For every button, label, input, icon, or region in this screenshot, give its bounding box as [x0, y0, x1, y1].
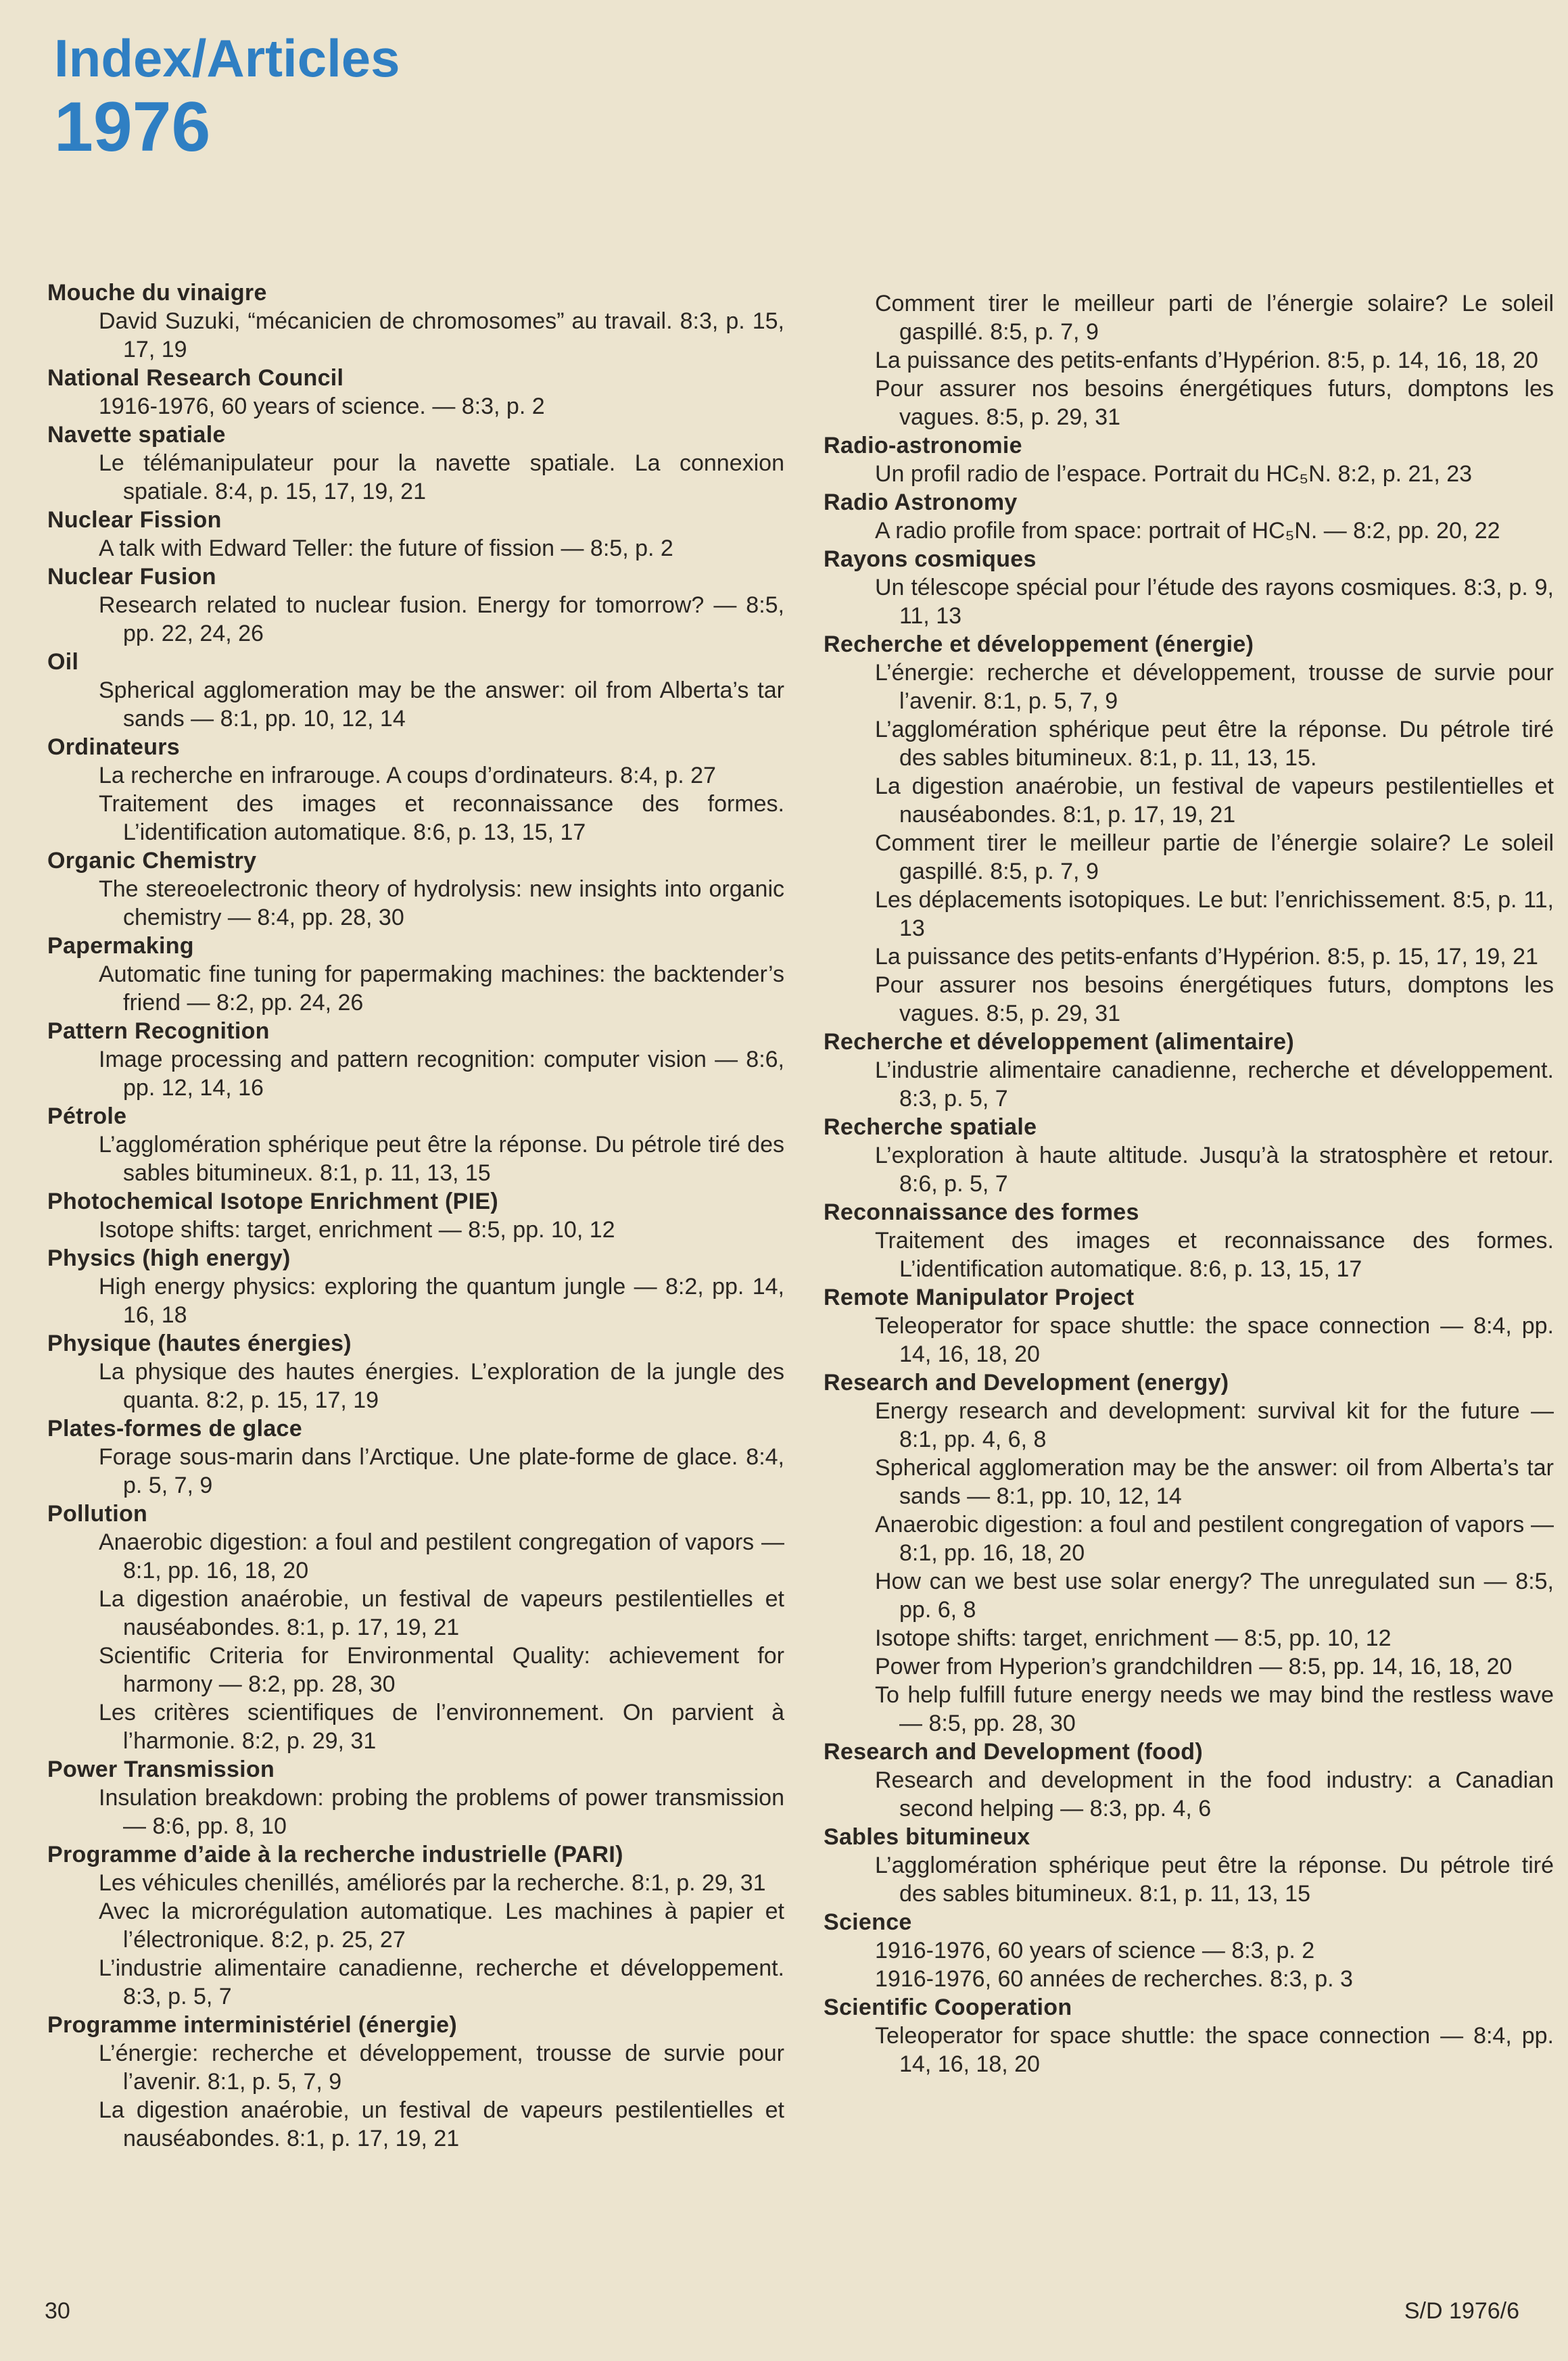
index-item: Isotope shifts: target, enrichment — 8:5, pp. 10, 12: [99, 1217, 615, 1243]
index-entry: [47, 932, 784, 1017]
index-item: Scientific Criteria for Environmental Quality: achievement for harmony — 8:2, pp. 28, 30: [99, 1643, 784, 1697]
index-item: Research and development in the food industry: a Canadian second helping — 8:3, pp. 4, 6: [875, 1767, 1554, 1821]
index-heading: Recherche et développement (alimentaire): [824, 1029, 1295, 1055]
index-entry: [824, 289, 1554, 431]
index-entry: [824, 1028, 1554, 1113]
index-heading: Scientific Cooperation: [824, 1995, 1072, 2020]
index-item: A radio profile from space: portrait of HC₅N. — 8:2, pp. 20, 22: [875, 518, 1500, 544]
index-entry: [47, 1244, 784, 1329]
index-item: Le télémanipulateur pour la navette spatiale. La connexion spatiale. 8:4, p. 15, 17, 19, 21: [99, 450, 784, 504]
index-heading: Pattern Recognition: [47, 1018, 270, 1044]
index-entry: [47, 1755, 784, 1840]
index-entry: [47, 1840, 784, 2011]
index-item: Pour assurer nos besoins énergétiques futurs, domptons les vagues. 8:5, p. 29, 31: [875, 972, 1554, 1026]
index-entry: [824, 488, 1554, 545]
index-entry: [47, 1500, 784, 1755]
index-item: Teleoperator for space shuttle: the space connection — 8:4, pp. 14, 16, 18, 20: [875, 2023, 1554, 2077]
index-entry: [824, 1198, 1554, 1283]
page-year: 1976: [54, 88, 211, 166]
index-heading: Physics (high energy): [47, 1245, 291, 1271]
index-heading: Papermaking: [47, 933, 194, 959]
index-entry: [47, 1187, 784, 1244]
index-heading: Pétrole: [47, 1103, 127, 1129]
index-heading: Reconnaissance des formes: [824, 1199, 1139, 1225]
page-number: 30: [45, 2298, 70, 2324]
index-item: Power from Hyperion’s grandchildren — 8:5, pp. 14, 16, 18, 20: [875, 1654, 1513, 1679]
index-heading: Research and Development (energy): [824, 1370, 1229, 1396]
index-item: Teleoperator for space shuttle: the space connection — 8:4, pp. 14, 16, 18, 20: [875, 1313, 1554, 1367]
index-item: La physique des hautes énergies. L’exploration de la jungle des quanta. 8:2, p. 15, 17, 19: [99, 1359, 784, 1413]
index-heading: Remote Manipulator Project: [824, 1285, 1135, 1310]
index-entry: [47, 846, 784, 932]
index-heading: Recherche spatiale: [824, 1114, 1037, 1140]
index-item: L’exploration à haute altitude. Jusqu’à la stratosphère et retour. 8:6, p. 5, 7: [875, 1143, 1554, 1197]
index-item: Traitement des images et reconnaissance des formes. L’identification automatique. 8:6, p. 13, 15, 17: [875, 1228, 1554, 1282]
index-entry: [824, 1823, 1554, 1908]
index-column-right: [824, 289, 1554, 2078]
index-item: Spherical agglomeration may be the answer: oil from Alberta’s tar sands — 8:1, pp. 10, 12, 14: [875, 1455, 1554, 1509]
index-column-left: [47, 279, 784, 2153]
index-item: The stereoelectronic theory of hydrolysis: new insights into organic chemistry — 8:4, pp. 28, 30: [99, 876, 784, 930]
page-title: Index/Articles: [54, 28, 400, 88]
index-entry: [824, 545, 1554, 630]
index-entry: [47, 364, 784, 421]
index-entry: [47, 279, 784, 364]
index-item: Un télescope spécial pour l’étude des rayons cosmiques. 8:3, p. 9, 11, 13: [875, 575, 1554, 629]
index-item: High energy physics: exploring the quantum jungle — 8:2, pp. 14, 16, 18: [99, 1274, 784, 1328]
index-heading: Recherche et développement (énergie): [824, 631, 1254, 657]
index-item: La digestion anaérobie, un festival de vapeurs pestilentielles et nauséabondes. 8:1, p. 17, 19, 21: [99, 1586, 784, 1640]
index-item: L’agglomération sphérique peut être la réponse. Du pétrole tiré des sables bitumineux. 8:1, p. 11, 13, 15.: [875, 717, 1554, 771]
index-entry: [824, 630, 1554, 1028]
index-entry: [47, 2011, 784, 2153]
index-item: A talk with Edward Teller: the future of fission — 8:5, p. 2: [99, 535, 673, 561]
index-entry: [47, 1329, 784, 1414]
index-heading: Research and Development (food): [824, 1739, 1203, 1765]
index-heading: Science: [824, 1909, 912, 1935]
index-item: David Suzuki, “mécanicien de chromosomes” au travail. 8:3, p. 15, 17, 19: [99, 308, 784, 362]
index-heading: Power Transmission: [47, 1757, 275, 1782]
index-entry: [824, 1368, 1554, 1738]
index-entry: [824, 1738, 1554, 1823]
index-heading: Programme interministériel (énergie): [47, 2012, 457, 2038]
index-heading: Nuclear Fission: [47, 507, 222, 533]
index-item: L’industrie alimentaire canadienne, recherche et développement. 8:3, p. 5, 7: [875, 1057, 1554, 1112]
index-entry: [47, 1102, 784, 1187]
index-item: Les critères scientifiques de l’environnement. On parvient à l’harmonie. 8:2, p. 29, 31: [99, 1700, 784, 1754]
index-entry: [47, 563, 784, 648]
index-item: Spherical agglomeration may be the answer: oil from Alberta’s tar sands — 8:1, pp. 10, 12, 14: [99, 677, 784, 732]
index-heading: Oil: [47, 649, 79, 675]
index-entry: [824, 1993, 1554, 2078]
index-item: Automatic fine tuning for papermaking machines: the backtender’s friend — 8:2, pp. 24, 26: [99, 961, 784, 1016]
index-entry: [824, 1113, 1554, 1198]
index-item: Pour assurer nos besoins énergétiques futurs, domptons les vagues. 8:5, p. 29, 31: [875, 376, 1554, 430]
index-item: L’agglomération sphérique peut être la réponse. Du pétrole tiré des sables bitumineux. 8:1, p. 11, 13, 15: [99, 1132, 784, 1186]
index-item: L’énergie: recherche et développement, trousse de survie pour l’avenir. 8:1, p. 5, 7, 9: [99, 2041, 784, 2095]
index-heading: Nuclear Fusion: [47, 564, 216, 590]
index-entry: [47, 506, 784, 563]
index-item: Avec la microrégulation automatique. Les machines à papier et l’électronique. 8:2, p. 25, 27: [99, 1899, 784, 1953]
index-item: Forage sous-marin dans l’Arctique. Une plate-forme de glace. 8:4, p. 5, 7, 9: [99, 1444, 784, 1498]
index-item: Image processing and pattern recognition: computer vision — 8:6, pp. 12, 14, 16: [99, 1047, 784, 1101]
index-heading: Navette spatiale: [47, 422, 226, 448]
index-entry: [47, 1017, 784, 1102]
index-item: La puissance des petits-enfants d’Hypérion. 8:5, p. 14, 16, 18, 20: [875, 348, 1538, 373]
index-entry: [824, 1908, 1554, 1993]
index-item: Isotope shifts: target, enrichment — 8:5, pp. 10, 12: [875, 1625, 1392, 1651]
index-entry: [47, 648, 784, 733]
index-item: L’énergie: recherche et développement, trousse de survie pour l’avenir. 8:1, p. 5, 7, 9: [875, 660, 1554, 714]
index-item: 1916-1976, 60 years of science. — 8:3, p. 2: [99, 394, 545, 419]
index-heading: Radio Astronomy: [824, 490, 1018, 515]
index-item: Comment tirer le meilleur partie de l’énergie solaire? Le soleil gaspillé. 8:5, p. 7, 9: [875, 830, 1554, 884]
index-item: Comment tirer le meilleur parti de l’énergie solaire? Le soleil gaspillé. 8:5, p. 7, 9: [875, 291, 1554, 345]
index-entry: [824, 1283, 1554, 1368]
index-heading: Rayons cosmiques: [824, 546, 1037, 572]
index-item: 1916-1976, 60 années de recherches. 8:3, p. 3: [875, 1966, 1353, 1992]
index-heading: Mouche du vinaigre: [47, 280, 267, 306]
index-item: How can we best use solar energy? The unregulated sun — 8:5, pp. 6, 8: [875, 1569, 1554, 1623]
index-item: La digestion anaérobie, un festival de vapeurs pestilentielles et nauséabondes. 8:1, p. 17, 19, 21: [875, 773, 1554, 828]
page-header: [54, 27, 400, 165]
index-heading: Ordinateurs: [47, 734, 181, 760]
index-heading: Sables bitumineux: [824, 1824, 1030, 1850]
index-item: Un profil radio de l’espace. Portrait du HC₅N. 8:2, p. 21, 23: [875, 461, 1473, 487]
index-item: 1916-1976, 60 years of science — 8:3, p. 2: [875, 1938, 1315, 1963]
index-entry: [824, 431, 1554, 488]
index-item: L’agglomération sphérique peut être la réponse. Du pétrole tiré des sables bitumineux. 8:1, p. 11, 13, 15: [875, 1853, 1554, 1907]
index-item: Anaerobic digestion: a foul and pestilent congregation of vapors — 8:1, pp. 16, 18, 20: [875, 1512, 1554, 1566]
index-heading: Programme d’aide à la recherche industrielle (PARI): [47, 1842, 623, 1867]
index-entry: [47, 421, 784, 506]
index-heading: Pollution: [47, 1501, 148, 1527]
index-heading: Radio-astronomie: [824, 433, 1022, 458]
index-item: Research related to nuclear fusion. Energy for tomorrow? — 8:5, pp. 22, 24, 26: [99, 592, 784, 646]
index-heading: Organic Chemistry: [47, 848, 257, 874]
index-item: Energy research and development: survival kit for the future — 8:1, pp. 4, 6, 8: [875, 1398, 1554, 1452]
index-item: La recherche en infrarouge. A coups d’ordinateurs. 8:4, p. 27: [99, 763, 716, 788]
index-item: La puissance des petits-enfants d’Hypérion. 8:5, p. 15, 17, 19, 21: [875, 944, 1538, 970]
index-item: Traitement des images et reconnaissance des formes. L’identification automatique. 8:6, p. 13, 15, 17: [99, 791, 784, 845]
index-item: La digestion anaérobie, un festival de vapeurs pestilentielles et nauséabondes. 8:1, p. 17, 19, 21: [99, 2097, 784, 2151]
index-item: Anaerobic digestion: a foul and pestilent congregation of vapors — 8:1, pp. 16, 18, 20: [99, 1529, 784, 1583]
index-item: L’industrie alimentaire canadienne, recherche et développement. 8:3, p. 5, 7: [99, 1955, 784, 2009]
index-item: To help fulfill future energy needs we may bind the restless wave — 8:5, pp. 28, 30: [875, 1682, 1554, 1736]
index-entry: [47, 733, 784, 846]
issue-label: S/D 1976/6: [1404, 2298, 1519, 2324]
index-item: Les véhicules chenillés, améliorés par la recherche. 8:1, p. 29, 31: [99, 1870, 766, 1896]
index-item: Les déplacements isotopiques. Le but: l’enrichissement. 8:5, p. 11, 13: [875, 887, 1554, 941]
index-heading: Physique (hautes énergies): [47, 1331, 352, 1356]
index-heading: Photochemical Isotope Enrichment (PIE): [47, 1189, 498, 1214]
index-heading: National Research Council: [47, 365, 344, 391]
index-entry: [47, 1414, 784, 1500]
index-heading: Plates-formes de glace: [47, 1416, 302, 1441]
index-item: Insulation breakdown: probing the problems of power transmission — 8:6, pp. 8, 10: [99, 1785, 784, 1839]
